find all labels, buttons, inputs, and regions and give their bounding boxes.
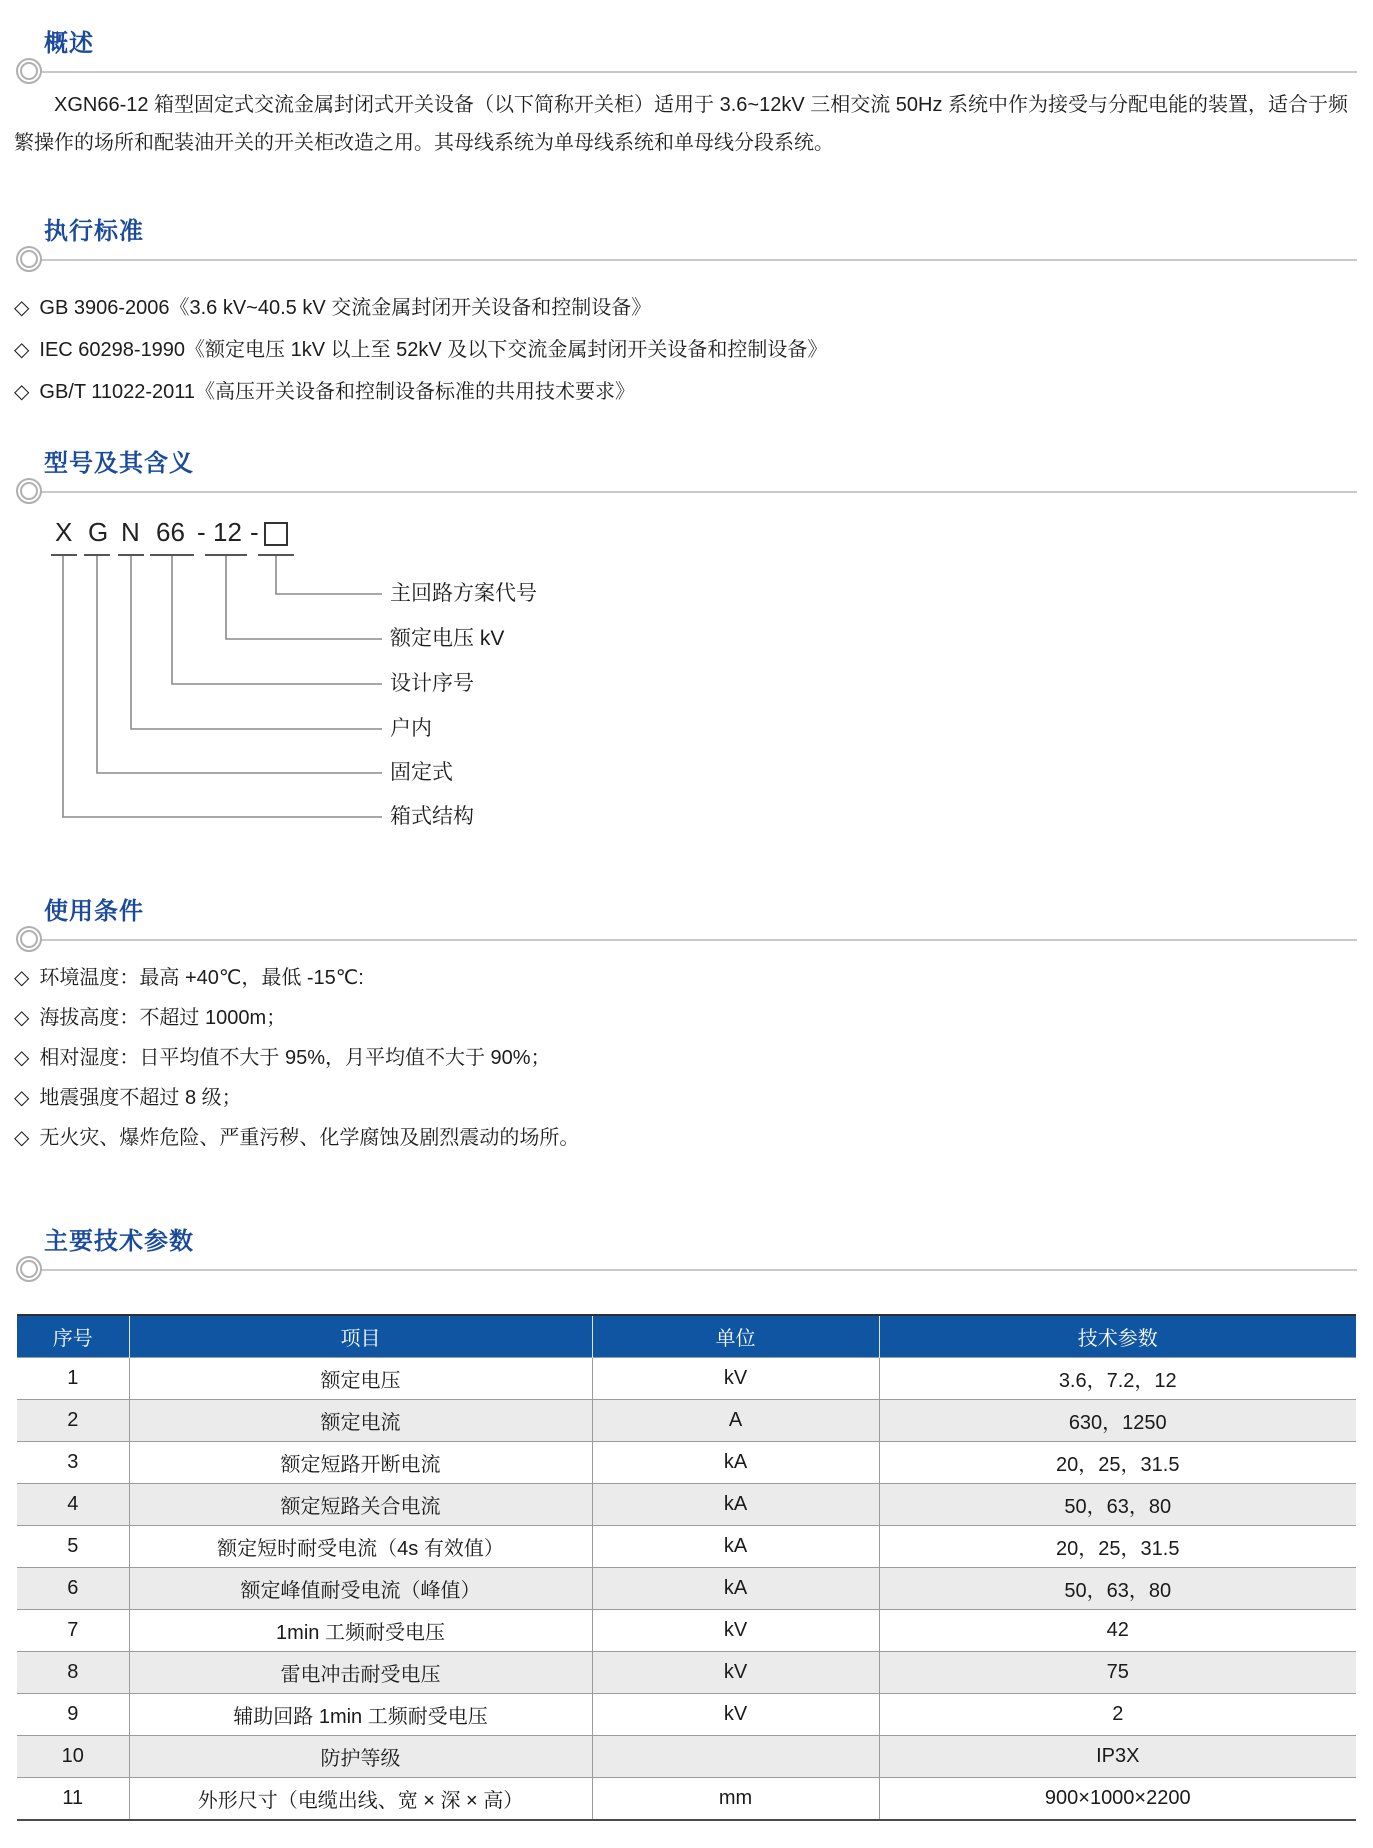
list-item	[14, 1079, 579, 1119]
ring-ornament-icon	[16, 246, 42, 272]
list-item	[14, 330, 827, 372]
cell-item: 防护等级	[129, 1736, 592, 1778]
table-row	[17, 1652, 1356, 1694]
table-row	[17, 1526, 1356, 1568]
cell-item: 额定峰值耐受电流（峰值）	[129, 1568, 592, 1610]
model-char: G	[88, 517, 109, 547]
model-placeholder-box-icon	[264, 522, 288, 546]
cell-seq: 3	[17, 1442, 129, 1484]
list-item-text: GB/T 11022-2011《高压开关设备和控制设备标准的共用技术要求》	[39, 381, 636, 403]
table-row	[17, 1778, 1356, 1821]
cell-seq: 2	[17, 1400, 129, 1442]
cell-seq: 11	[17, 1778, 129, 1821]
model-char: N	[121, 517, 140, 547]
cell-seq: 6	[17, 1568, 129, 1610]
table-header-row	[17, 1315, 1356, 1358]
section-title-model: 型号及其含义	[44, 450, 194, 477]
section-header-model	[0, 450, 1373, 508]
cell-unit: kV	[592, 1694, 879, 1736]
standards-list	[14, 288, 827, 414]
diamond-bullet-icon: ◇	[14, 1087, 30, 1109]
cell-value: 42	[879, 1610, 1356, 1652]
cell-item: 额定短时耐受电流（4s 有效值）	[129, 1526, 592, 1568]
model-char: 12	[213, 517, 242, 547]
cell-unit: kA	[592, 1484, 879, 1526]
list-item-text: 地震强度不超过 8 级；	[39, 1087, 242, 1109]
section-header-parameters	[0, 1228, 1373, 1286]
list-item-text: GB 3906-2006《3.6 kV~40.5 kV 交流金属封闭开关设备和控制设备》	[39, 297, 652, 319]
cell-unit: mm	[592, 1778, 879, 1821]
col-header-item: 项目	[129, 1315, 592, 1358]
section-divider	[40, 71, 1357, 73]
cell-seq: 7	[17, 1610, 129, 1652]
cell-value: 630，1250	[879, 1400, 1356, 1442]
section-header-overview	[0, 30, 1373, 88]
list-item	[14, 372, 827, 414]
cell-unit: A	[592, 1400, 879, 1442]
cell-value: 3.6，7.2，12	[879, 1358, 1356, 1400]
cell-item: 辅助回路 1min 工频耐受电压	[129, 1694, 592, 1736]
diamond-bullet-icon: ◇	[14, 1047, 30, 1069]
cell-unit: kA	[592, 1526, 879, 1568]
cell-value: 75	[879, 1652, 1356, 1694]
cell-item: 外形尺寸（电缆出线、宽 × 深 × 高）	[129, 1778, 592, 1821]
model-char: 66	[156, 517, 185, 547]
cell-unit: kV	[592, 1652, 879, 1694]
cell-item: 雷电冲击耐受电压	[129, 1652, 592, 1694]
section-header-conditions	[0, 898, 1373, 956]
parameters-table	[17, 1314, 1356, 1821]
cell-value: 50，63，80	[879, 1568, 1356, 1610]
cell-value: 2	[879, 1694, 1356, 1736]
diamond-bullet-icon: ◇	[14, 381, 30, 403]
cell-item: 额定电压	[129, 1358, 592, 1400]
model-label: 主回路方案代号	[390, 582, 537, 605]
list-item-text: 海拔高度：不超过 1000m；	[39, 1007, 287, 1029]
cell-item: 1min 工频耐受电压	[129, 1610, 592, 1652]
cell-value: IP3X	[879, 1736, 1356, 1778]
diamond-bullet-icon: ◇	[14, 297, 30, 319]
list-item-text: 相对湿度：日平均值不大于 95%，月平均值不大于 90%；	[39, 1047, 551, 1069]
model-code	[0, 517, 450, 553]
diamond-bullet-icon: ◇	[14, 339, 30, 361]
col-header-seq: 序号	[17, 1315, 129, 1358]
section-header-standards	[0, 218, 1373, 276]
cell-seq: 10	[17, 1736, 129, 1778]
diamond-bullet-icon: ◇	[14, 1007, 30, 1029]
model-label: 固定式	[390, 761, 453, 784]
cell-seq: 1	[17, 1358, 129, 1400]
section-title-overview: 概述	[44, 30, 94, 57]
cell-item: 额定电流	[129, 1400, 592, 1442]
ring-ornament-icon	[16, 58, 42, 84]
ring-ornament-icon	[16, 478, 42, 504]
cell-unit: kV	[592, 1610, 879, 1652]
model-dash: -	[250, 517, 259, 547]
table-row	[17, 1358, 1356, 1400]
table-row	[17, 1568, 1356, 1610]
section-title-standards: 执行标准	[44, 218, 144, 245]
col-header-unit: 单位	[592, 1315, 879, 1358]
ring-ornament-icon	[16, 926, 42, 952]
cell-value: 50，63，80	[879, 1484, 1356, 1526]
conditions-list	[14, 959, 579, 1159]
col-header-value: 技术参数	[879, 1315, 1356, 1358]
model-label: 户内	[390, 717, 432, 740]
cell-value: 900×1000×2200	[879, 1778, 1356, 1821]
overview-paragraph: XGN66-12 箱型固定式交流金属封闭式开关设备（以下简称开关柜）适用于 3.6~12kV 三相交流 50Hz 系统中作为接受与分配电能的装置，适合于频繁操作的场所和配装油开关的开关柜改造之用。其母线系统为单母线系统和单母线分段系统。	[14, 94, 1349, 154]
model-label: 设计序号	[390, 672, 474, 695]
cell-unit: kV	[592, 1358, 879, 1400]
cell-item: 额定短路开断电流	[129, 1442, 592, 1484]
table-row	[17, 1610, 1356, 1652]
list-item-text: IEC 60298-1990《额定电压 1kV 以上至 52kV 及以下交流金属封闭开关设备和控制设备》	[39, 339, 828, 361]
section-divider	[40, 259, 1357, 261]
cell-item: 额定短路关合电流	[129, 1484, 592, 1526]
cell-seq: 9	[17, 1694, 129, 1736]
model-label: 额定电压 kV	[390, 627, 505, 650]
diamond-bullet-icon: ◇	[14, 1127, 30, 1149]
model-label: 箱式结构	[390, 805, 474, 828]
list-item	[14, 999, 579, 1039]
ring-ornament-icon	[16, 1256, 42, 1282]
cell-unit: kA	[592, 1568, 879, 1610]
list-item	[14, 1119, 579, 1159]
model-connector-lines	[0, 550, 420, 830]
diamond-bullet-icon: ◇	[14, 967, 30, 989]
list-item	[14, 1039, 579, 1079]
section-divider	[40, 1269, 1357, 1271]
list-item-text: 无火灾、爆炸危险、严重污秽、化学腐蚀及剧烈震动的场所。	[39, 1127, 580, 1149]
cell-seq: 5	[17, 1526, 129, 1568]
list-item	[14, 288, 827, 330]
section-divider	[40, 939, 1357, 941]
list-item	[14, 959, 579, 999]
table-row	[17, 1694, 1356, 1736]
table-row	[17, 1442, 1356, 1484]
model-char: X	[55, 517, 73, 547]
cell-unit: kA	[592, 1442, 879, 1484]
list-item-text: 环境温度：最高 +40℃，最低 -15℃:	[39, 967, 364, 989]
cell-value: 20，25，31.5	[879, 1442, 1356, 1484]
table-row	[17, 1400, 1356, 1442]
section-title-parameters: 主要技术参数	[44, 1228, 194, 1255]
cell-seq: 4	[17, 1484, 129, 1526]
cell-unit	[592, 1736, 879, 1778]
section-title-conditions: 使用条件	[44, 898, 144, 925]
cell-seq: 8	[17, 1652, 129, 1694]
table-row	[17, 1736, 1356, 1778]
cell-value: 20，25，31.5	[879, 1526, 1356, 1568]
table-row	[17, 1484, 1356, 1526]
model-dash: -	[197, 517, 206, 547]
section-divider	[40, 491, 1357, 493]
